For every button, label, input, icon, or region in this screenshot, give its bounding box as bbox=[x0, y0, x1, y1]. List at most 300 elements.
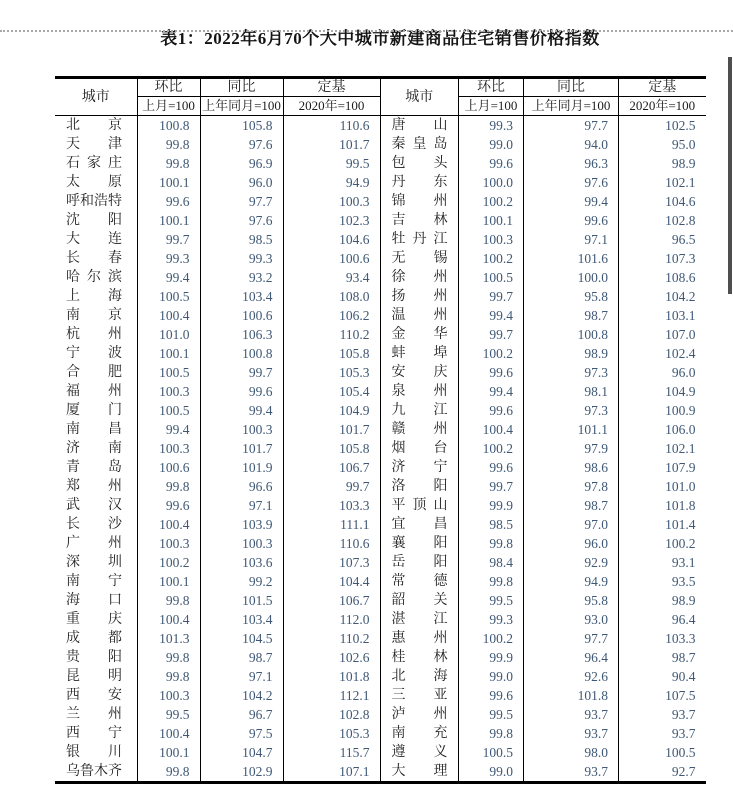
table-row bbox=[381, 192, 706, 211]
mom-value-cell: 99.6 bbox=[459, 154, 524, 173]
city-name: 重庆 bbox=[66, 612, 122, 627]
yoy-value-cell: 97.9 bbox=[524, 439, 619, 458]
mom-value-cell: 99.8 bbox=[459, 572, 524, 591]
city-cell bbox=[55, 705, 137, 724]
fixed-base-value-cell: 112.0 bbox=[283, 610, 380, 629]
city-name: 长春 bbox=[66, 251, 122, 266]
city-name: 九江 bbox=[391, 403, 448, 418]
table-row bbox=[55, 211, 380, 230]
yoy-value-cell: 97.6 bbox=[200, 135, 283, 154]
yoy-value-cell: 97.3 bbox=[524, 401, 619, 420]
mom-value-cell: 99.5 bbox=[459, 705, 524, 724]
table-row bbox=[55, 306, 380, 325]
city-cell bbox=[381, 724, 459, 743]
fixed-base-value-cell: 111.1 bbox=[283, 515, 380, 534]
city-cell bbox=[381, 515, 459, 534]
fixed-base-value-cell: 104.2 bbox=[665, 289, 696, 304]
city-name: 三亚 bbox=[391, 688, 448, 703]
header-row-1 bbox=[381, 78, 706, 97]
table-row bbox=[381, 591, 706, 610]
city-name: 大连 bbox=[66, 232, 122, 247]
col-header-yoy: 同比 bbox=[200, 78, 283, 97]
fixed-base-value-cell: 94.9 bbox=[283, 173, 380, 192]
table-row bbox=[55, 724, 380, 743]
fixed-base-value-cell: 93.7 bbox=[671, 707, 696, 722]
city-cell bbox=[381, 439, 459, 458]
yoy-value-cell: 98.7 bbox=[524, 306, 619, 325]
mom-value-cell: 101.3 bbox=[137, 629, 200, 648]
mom-value-cell: 99.7 bbox=[137, 230, 200, 249]
table-row bbox=[55, 705, 380, 724]
mom-value-cell: 100.5 bbox=[459, 743, 524, 762]
table-row bbox=[55, 610, 380, 629]
fixed-base-value-cell: 90.4 bbox=[671, 669, 696, 684]
mom-value-cell: 99.9 bbox=[459, 648, 524, 667]
city-name: 秦皇岛 bbox=[391, 137, 448, 152]
col-subheader-fixed-base: 2020年=100 bbox=[283, 97, 380, 116]
city-name: 济宁 bbox=[391, 460, 448, 475]
col-header-fixed-base: 定基 bbox=[619, 78, 706, 97]
city-cell bbox=[55, 743, 137, 762]
fixed-base-value-cell: 110.2 bbox=[283, 325, 380, 344]
fixed-base-value-cell: 101.7 bbox=[283, 135, 380, 154]
mom-value-cell: 99.4 bbox=[137, 420, 200, 439]
table-row bbox=[381, 572, 706, 591]
city-name: 洛阳 bbox=[391, 479, 448, 494]
fixed-base-value-cell: 106.7 bbox=[283, 458, 380, 477]
fixed-base-value-cell: 101.8 bbox=[665, 498, 696, 513]
fixed-base-value-cell: 104.9 bbox=[283, 401, 380, 420]
city-cell bbox=[381, 648, 459, 667]
fixed-base-value-cell: 102.3 bbox=[283, 211, 380, 230]
fixed-base-value-cell: 106.7 bbox=[283, 591, 380, 610]
table-row bbox=[55, 477, 380, 496]
document-page bbox=[55, 27, 705, 784]
city-name: 宜昌 bbox=[391, 517, 448, 532]
table-row bbox=[381, 762, 706, 783]
table-row bbox=[55, 116, 380, 136]
city-name: 太原 bbox=[66, 175, 122, 190]
mom-value-cell: 100.3 bbox=[137, 686, 200, 705]
city-cell bbox=[55, 135, 137, 154]
yoy-value-cell: 97.8 bbox=[524, 477, 619, 496]
city-cell bbox=[55, 344, 137, 363]
yoy-value-cell: 97.1 bbox=[200, 496, 283, 515]
fixed-base-value-cell: 93.7 bbox=[671, 726, 696, 741]
city-name: 大理 bbox=[391, 764, 448, 779]
city-name: 扬州 bbox=[391, 289, 448, 304]
yoy-value-cell: 97.5 bbox=[200, 724, 283, 743]
table-row bbox=[381, 515, 706, 534]
fixed-base-value-cell: 115.7 bbox=[283, 743, 380, 762]
city-cell bbox=[381, 268, 459, 287]
fixed-base-value-cell: 102.1 bbox=[665, 175, 696, 190]
col-subheader-fixed-base: 2020年=100 bbox=[619, 97, 706, 116]
city-cell bbox=[381, 211, 459, 230]
table-row bbox=[55, 629, 380, 648]
yoy-value-cell: 98.7 bbox=[200, 648, 283, 667]
city-name: 南昌 bbox=[66, 422, 122, 437]
mom-value-cell: 99.3 bbox=[459, 610, 524, 629]
table-row bbox=[55, 686, 380, 705]
city-cell bbox=[381, 705, 459, 724]
mom-value-cell: 98.5 bbox=[459, 515, 524, 534]
city-cell bbox=[55, 686, 137, 705]
fixed-base-value-cell: 107.3 bbox=[283, 553, 380, 572]
mom-value-cell: 99.0 bbox=[459, 135, 524, 154]
mom-value-cell: 100.2 bbox=[459, 192, 524, 211]
fixed-base-value-cell: 101.0 bbox=[665, 479, 696, 494]
city-name: 深圳 bbox=[66, 555, 122, 570]
fixed-base-value-cell: 105.3 bbox=[283, 724, 380, 743]
table-row bbox=[55, 762, 380, 783]
mom-value-cell: 99.8 bbox=[137, 135, 200, 154]
mom-value-cell: 99.6 bbox=[459, 363, 524, 382]
yoy-value-cell: 98.9 bbox=[524, 344, 619, 363]
city-cell bbox=[381, 686, 459, 705]
table-row bbox=[55, 553, 380, 572]
yoy-value-cell: 93.7 bbox=[524, 762, 619, 783]
mom-value-cell: 100.3 bbox=[459, 230, 524, 249]
table-row bbox=[381, 135, 706, 154]
table-row bbox=[55, 363, 380, 382]
yoy-value-cell: 100.8 bbox=[524, 325, 619, 344]
city-cell bbox=[381, 667, 459, 686]
fixed-base-value-cell: 108.6 bbox=[665, 270, 696, 285]
table-row bbox=[381, 439, 706, 458]
mom-value-cell: 100.5 bbox=[137, 401, 200, 420]
fixed-base-value-cell: 107.0 bbox=[665, 327, 696, 342]
fixed-base-value-cell: 103.3 bbox=[283, 496, 380, 515]
table-row bbox=[55, 135, 380, 154]
fixed-base-value-cell: 99.7 bbox=[283, 477, 380, 496]
city-cell bbox=[55, 724, 137, 743]
yoy-value-cell: 93.0 bbox=[524, 610, 619, 629]
city-name: 天津 bbox=[66, 137, 122, 152]
table-row bbox=[381, 477, 706, 496]
mom-value-cell: 99.3 bbox=[137, 249, 200, 268]
fixed-base-value-cell: 103.1 bbox=[665, 308, 696, 323]
col-subheader-yoy: 上年同月=100 bbox=[524, 97, 619, 116]
table-row bbox=[381, 230, 706, 249]
mom-value-cell: 100.3 bbox=[137, 439, 200, 458]
city-cell bbox=[381, 154, 459, 173]
col-header-fixed-base: 定基 bbox=[283, 78, 380, 97]
city-name: 乌鲁木齐 bbox=[66, 764, 122, 779]
city-name: 成都 bbox=[66, 631, 122, 646]
mom-value-cell: 99.8 bbox=[137, 648, 200, 667]
fixed-base-value-cell: 100.6 bbox=[283, 249, 380, 268]
city-cell bbox=[381, 534, 459, 553]
col-header-mom: 环比 bbox=[137, 78, 200, 97]
scrollbar-thumb[interactable] bbox=[728, 57, 732, 294]
yoy-value-cell: 100.3 bbox=[200, 420, 283, 439]
yoy-value-cell: 100.6 bbox=[200, 306, 283, 325]
mom-value-cell: 100.1 bbox=[137, 211, 200, 230]
city-name: 合肥 bbox=[66, 365, 122, 380]
city-name: 蚌埠 bbox=[391, 346, 448, 361]
fixed-base-value-cell: 98.7 bbox=[671, 650, 696, 665]
table-row bbox=[381, 116, 706, 136]
city-cell bbox=[55, 667, 137, 686]
city-cell bbox=[381, 363, 459, 382]
table-row bbox=[55, 439, 380, 458]
table-row bbox=[55, 420, 380, 439]
mom-value-cell: 100.8 bbox=[137, 116, 200, 136]
col-subheader-mom: 上月=100 bbox=[459, 97, 524, 116]
fixed-base-value-cell: 107.5 bbox=[665, 688, 696, 703]
table-row bbox=[55, 154, 380, 173]
yoy-value-cell: 105.8 bbox=[200, 116, 283, 136]
mom-value-cell: 100.1 bbox=[137, 572, 200, 591]
table-row bbox=[381, 553, 706, 572]
yoy-value-cell: 103.6 bbox=[200, 553, 283, 572]
city-name: 海口 bbox=[66, 593, 122, 608]
fixed-base-value-cell: 105.8 bbox=[283, 344, 380, 363]
city-name: 泸州 bbox=[391, 707, 448, 722]
yoy-value-cell: 97.6 bbox=[524, 173, 619, 192]
header-row-1 bbox=[55, 78, 380, 97]
city-name: 锦州 bbox=[391, 194, 448, 209]
yoy-value-cell: 98.1 bbox=[524, 382, 619, 401]
city-cell bbox=[55, 401, 137, 420]
table-row bbox=[381, 458, 706, 477]
table-body-left bbox=[55, 116, 380, 783]
mom-value-cell: 99.4 bbox=[137, 268, 200, 287]
yoy-value-cell: 101.7 bbox=[200, 439, 283, 458]
mom-value-cell: 98.4 bbox=[459, 553, 524, 572]
yoy-value-cell: 106.3 bbox=[200, 325, 283, 344]
yoy-value-cell: 104.7 bbox=[200, 743, 283, 762]
city-name: 桂林 bbox=[391, 650, 448, 665]
city-name: 杭州 bbox=[66, 327, 122, 342]
city-name: 牡丹江 bbox=[391, 232, 448, 247]
city-name: 吉林 bbox=[391, 213, 448, 228]
yoy-value-cell: 99.4 bbox=[524, 192, 619, 211]
city-name: 岳阳 bbox=[391, 555, 448, 570]
mom-value-cell: 99.6 bbox=[459, 686, 524, 705]
city-cell bbox=[381, 249, 459, 268]
city-cell bbox=[381, 306, 459, 325]
mom-value-cell: 100.5 bbox=[137, 287, 200, 306]
fixed-base-value-cell: 104.6 bbox=[283, 230, 380, 249]
city-cell bbox=[55, 268, 137, 287]
city-cell bbox=[381, 420, 459, 439]
col-header-yoy: 同比 bbox=[524, 78, 619, 97]
city-cell bbox=[55, 610, 137, 629]
city-name: 常德 bbox=[391, 574, 448, 589]
yoy-value-cell: 97.7 bbox=[524, 116, 619, 136]
yoy-value-cell: 94.0 bbox=[524, 135, 619, 154]
city-cell bbox=[381, 458, 459, 477]
yoy-value-cell: 96.7 bbox=[200, 705, 283, 724]
fixed-base-value-cell: 101.4 bbox=[665, 517, 696, 532]
mom-value-cell: 100.4 bbox=[137, 515, 200, 534]
mom-value-cell: 99.0 bbox=[459, 762, 524, 783]
city-cell bbox=[55, 192, 137, 211]
city-name: 福州 bbox=[66, 384, 122, 399]
city-cell bbox=[55, 154, 137, 173]
city-name: 南京 bbox=[66, 308, 122, 323]
city-name: 无锡 bbox=[391, 251, 448, 266]
yoy-value-cell: 93.7 bbox=[524, 705, 619, 724]
yoy-value-cell: 98.7 bbox=[524, 496, 619, 515]
table-row bbox=[381, 534, 706, 553]
fixed-base-value-cell: 105.3 bbox=[283, 363, 380, 382]
fixed-base-value-cell: 95.0 bbox=[671, 137, 696, 152]
mom-value-cell: 100.2 bbox=[459, 439, 524, 458]
yoy-value-cell: 96.0 bbox=[524, 534, 619, 553]
table-row bbox=[55, 648, 380, 667]
city-cell bbox=[55, 762, 137, 783]
table-row bbox=[381, 382, 706, 401]
city-cell bbox=[381, 401, 459, 420]
yoy-value-cell: 98.0 bbox=[524, 743, 619, 762]
city-cell bbox=[381, 116, 459, 136]
city-name: 昆明 bbox=[66, 669, 122, 684]
city-name: 贵阳 bbox=[66, 650, 122, 665]
table-row bbox=[55, 572, 380, 591]
city-cell bbox=[55, 496, 137, 515]
fixed-base-value-cell: 102.6 bbox=[283, 648, 380, 667]
city-cell bbox=[381, 743, 459, 762]
yoy-value-cell: 99.2 bbox=[200, 572, 283, 591]
city-cell bbox=[55, 230, 137, 249]
mom-value-cell: 100.0 bbox=[459, 173, 524, 192]
fixed-base-value-cell: 107.1 bbox=[283, 762, 380, 783]
city-cell bbox=[381, 382, 459, 401]
city-cell bbox=[381, 325, 459, 344]
fixed-base-value-cell: 96.0 bbox=[671, 365, 696, 380]
city-name: 沈阳 bbox=[66, 213, 122, 228]
table-row bbox=[55, 287, 380, 306]
city-name: 襄阳 bbox=[391, 536, 448, 551]
yoy-value-cell: 99.7 bbox=[200, 363, 283, 382]
table-row bbox=[381, 420, 706, 439]
yoy-value-cell: 103.9 bbox=[200, 515, 283, 534]
table-row bbox=[55, 249, 380, 268]
yoy-value-cell: 98.6 bbox=[524, 458, 619, 477]
table-row bbox=[381, 743, 706, 762]
city-cell bbox=[55, 306, 137, 325]
mom-value-cell: 99.8 bbox=[459, 724, 524, 743]
city-name: 广州 bbox=[66, 536, 122, 551]
table-row bbox=[381, 629, 706, 648]
city-name: 长沙 bbox=[66, 517, 122, 532]
city-cell bbox=[55, 420, 137, 439]
mom-value-cell: 99.0 bbox=[459, 667, 524, 686]
city-name: 徐州 bbox=[391, 270, 448, 285]
table-row bbox=[55, 192, 380, 211]
city-name: 兰州 bbox=[66, 707, 122, 722]
fixed-base-value-cell: 100.9 bbox=[665, 403, 696, 418]
yoy-value-cell: 100.3 bbox=[200, 534, 283, 553]
city-cell bbox=[55, 534, 137, 553]
city-cell bbox=[55, 249, 137, 268]
yoy-value-cell: 92.6 bbox=[524, 667, 619, 686]
table-row bbox=[55, 496, 380, 515]
table-header-right bbox=[381, 78, 706, 116]
mom-value-cell: 100.1 bbox=[137, 743, 200, 762]
yoy-value-cell: 94.9 bbox=[524, 572, 619, 591]
yoy-value-cell: 101.5 bbox=[200, 591, 283, 610]
fixed-base-value-cell: 105.8 bbox=[283, 439, 380, 458]
city-name: 西宁 bbox=[66, 726, 122, 741]
table-row bbox=[55, 230, 380, 249]
city-cell bbox=[381, 572, 459, 591]
table-row bbox=[381, 705, 706, 724]
yoy-value-cell: 99.6 bbox=[200, 382, 283, 401]
yoy-value-cell: 102.9 bbox=[200, 762, 283, 783]
mom-value-cell: 99.9 bbox=[459, 496, 524, 515]
city-name: 丹东 bbox=[391, 175, 448, 190]
city-name: 上海 bbox=[66, 289, 122, 304]
yoy-value-cell: 96.4 bbox=[524, 648, 619, 667]
city-name: 宁波 bbox=[66, 346, 122, 361]
yoy-value-cell: 97.1 bbox=[200, 667, 283, 686]
city-cell bbox=[381, 629, 459, 648]
fixed-base-value-cell: 102.8 bbox=[665, 213, 696, 228]
city-name: 南宁 bbox=[66, 574, 122, 589]
fixed-base-value-cell: 92.7 bbox=[671, 764, 696, 779]
table-row bbox=[55, 344, 380, 363]
city-name: 北京 bbox=[66, 118, 122, 133]
city-cell bbox=[381, 287, 459, 306]
mom-value-cell: 99.8 bbox=[137, 154, 200, 173]
fixed-base-value-cell: 104.9 bbox=[665, 384, 696, 399]
mom-value-cell: 100.4 bbox=[137, 306, 200, 325]
table-row bbox=[381, 249, 706, 268]
fixed-base-value-cell: 101.7 bbox=[283, 420, 380, 439]
mom-value-cell: 99.8 bbox=[137, 477, 200, 496]
fixed-base-value-cell: 104.6 bbox=[665, 194, 696, 209]
fixed-base-value-cell: 106.0 bbox=[665, 422, 696, 437]
fixed-base-value-cell: 101.8 bbox=[283, 667, 380, 686]
yoy-value-cell: 101.8 bbox=[524, 686, 619, 705]
yoy-value-cell: 97.1 bbox=[524, 230, 619, 249]
table-row bbox=[381, 363, 706, 382]
city-name: 温州 bbox=[391, 308, 448, 323]
fixed-base-value-cell: 93.5 bbox=[671, 574, 696, 589]
city-cell bbox=[55, 116, 137, 136]
table-body-right bbox=[381, 116, 706, 783]
city-name: 湛江 bbox=[391, 612, 448, 627]
mom-value-cell: 100.4 bbox=[137, 724, 200, 743]
city-cell bbox=[381, 344, 459, 363]
fixed-base-value-cell: 102.8 bbox=[283, 705, 380, 724]
fixed-base-value-cell: 93.1 bbox=[671, 555, 696, 570]
mom-value-cell: 101.0 bbox=[137, 325, 200, 344]
fixed-base-value-cell: 98.9 bbox=[671, 593, 696, 608]
col-subheader-mom: 上月=100 bbox=[137, 97, 200, 116]
city-name: 唐山 bbox=[391, 118, 448, 133]
city-name: 厦门 bbox=[66, 403, 122, 418]
yoy-value-cell: 96.9 bbox=[200, 154, 283, 173]
mom-value-cell: 99.6 bbox=[137, 192, 200, 211]
city-cell bbox=[381, 477, 459, 496]
yoy-value-cell: 101.9 bbox=[200, 458, 283, 477]
city-cell bbox=[55, 363, 137, 382]
table-row bbox=[381, 325, 706, 344]
table-row bbox=[55, 173, 380, 192]
city-cell bbox=[55, 553, 137, 572]
yoy-value-cell: 93.2 bbox=[200, 268, 283, 287]
mom-value-cell: 100.5 bbox=[137, 363, 200, 382]
table-row bbox=[381, 268, 706, 287]
city-cell bbox=[381, 230, 459, 249]
mom-value-cell: 99.6 bbox=[137, 496, 200, 515]
mom-value-cell: 100.1 bbox=[137, 344, 200, 363]
